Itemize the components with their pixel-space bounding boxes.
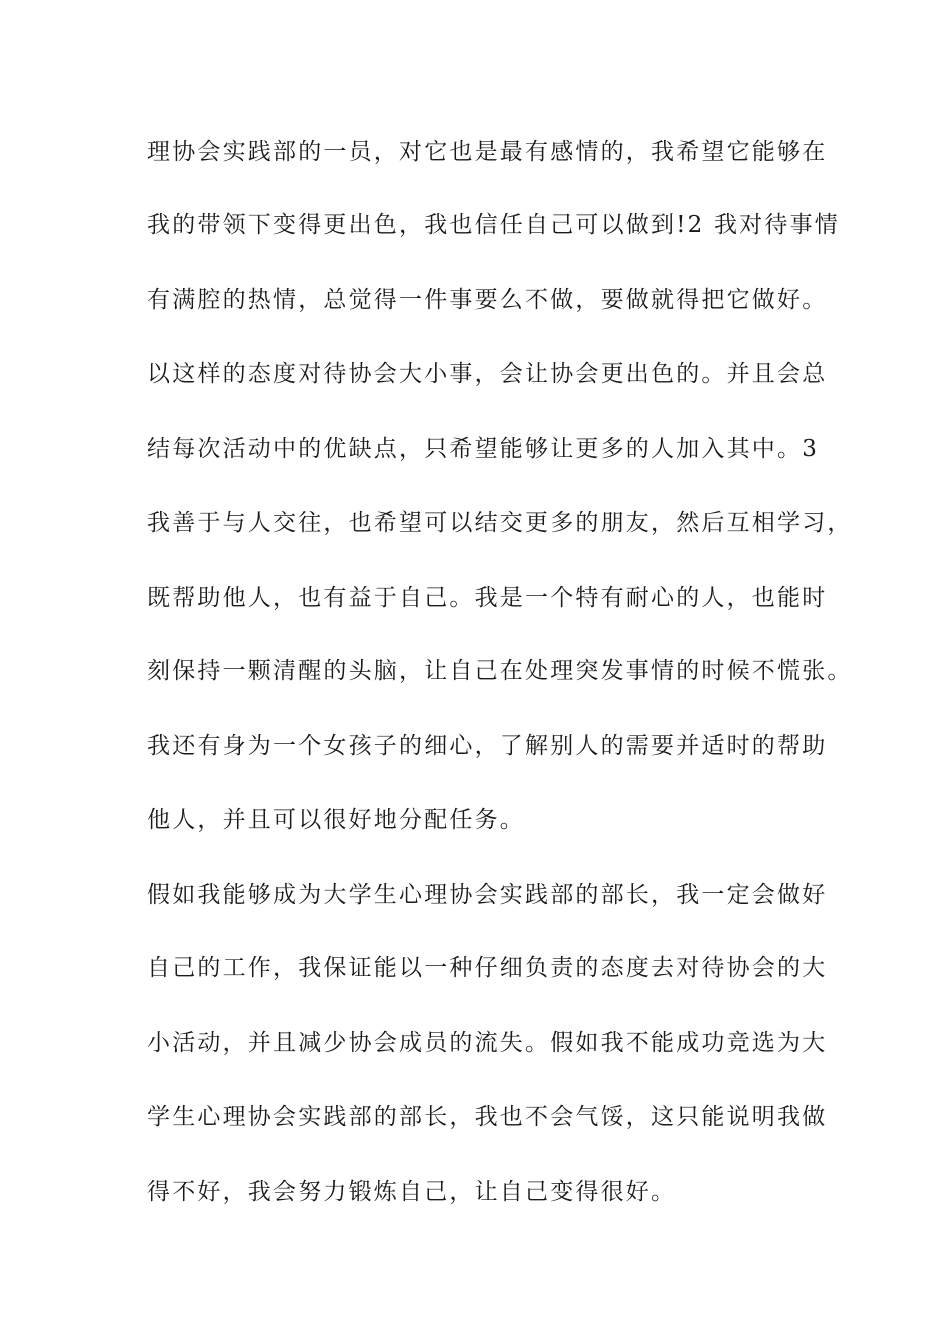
- text-line: 我的带领下变得更出色，我也信任自己可以做到!2 我对待事情: [147, 212, 840, 238]
- text-line: 自己的工作，我保证能以一种仔细负责的态度去对待协会的大: [147, 955, 828, 981]
- text-line: 刻保持一颗清醒的头脑，让自己在处理突发事情的时候不慌张。: [147, 658, 853, 684]
- text-line: 小活动，并且减少协会成员的流失。假如我不能成功竞选为大: [147, 1030, 828, 1056]
- text-line: 学生心理协会实践部的部长，我也不会气馁，这只能说明我做: [147, 1104, 828, 1130]
- text-line: 我善于与人交往，也希望可以结交更多的朋友，然后互相学习，: [147, 510, 853, 536]
- text-line: 结每次活动中的优缺点，只希望能够让更多的人加入其中。3: [147, 436, 820, 462]
- text-line: 以这样的态度对待协会大小事，会让协会更出色的。并且会总: [147, 361, 828, 387]
- text-line: 假如我能够成为大学生心理协会实践部的部长，我一定会做好: [147, 882, 828, 908]
- text-line: 我还有身为一个女孩子的细心，了解别人的需要并适时的帮助: [147, 733, 828, 759]
- text-line: 理协会实践部的一员，对它也是最有感情的，我希望它能够在: [147, 139, 828, 165]
- text-line: 既帮助他人，也有益于自己。我是一个特有耐心的人，也能时: [147, 585, 828, 611]
- text-line: 有满腔的热情，总觉得一件事要么不做，要做就得把它做好。: [147, 287, 828, 313]
- text-line: 他人，并且可以很好地分配任务。: [147, 807, 525, 833]
- text-line: 得不好，我会努力锻炼自己，让自己变得很好。: [147, 1179, 677, 1205]
